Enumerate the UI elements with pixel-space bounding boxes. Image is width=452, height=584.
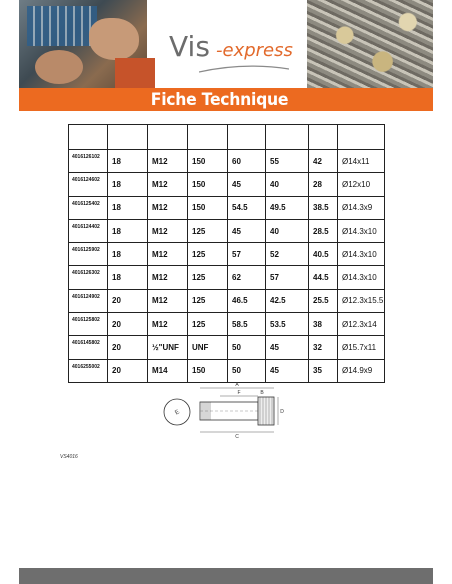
value-cell: Ø14.3x10 [338, 266, 385, 289]
value-cell: 150 [188, 150, 228, 173]
value-cell: 49.5 [266, 196, 309, 219]
page-title: Fiche Technique [150, 90, 289, 110]
table-row [69, 289, 385, 312]
value-cell: 62 [228, 266, 266, 289]
value-cell: 20 [108, 359, 148, 382]
value-cell: M14 [148, 359, 188, 382]
value-cell: Ø14x11 [338, 150, 385, 173]
dim-label-f: F [237, 390, 241, 396]
value-cell: 57 [228, 243, 266, 266]
value-cell: 125 [188, 289, 228, 312]
table-row [69, 150, 385, 173]
value-cell: 28.5 [309, 219, 338, 242]
value-cell: 125 [188, 219, 228, 242]
value-cell: UNF [188, 336, 228, 359]
table-header-row [69, 125, 385, 150]
value-cell: M12 [148, 313, 188, 336]
value-cell: 57 [266, 266, 309, 289]
table-row [69, 173, 385, 196]
value-cell: 50 [228, 359, 266, 382]
value-cell: 18 [108, 243, 148, 266]
value-cell: 20 [108, 313, 148, 336]
value-cell: 40 [266, 219, 309, 242]
value-cell: 45 [228, 219, 266, 242]
value-cell: 38 [309, 313, 338, 336]
value-cell: Ø14.3x9 [338, 196, 385, 219]
header-cell [338, 125, 385, 150]
value-cell: 45 [228, 173, 266, 196]
dim-label-c: C [235, 434, 239, 440]
logo-text-express: -express [216, 40, 293, 61]
value-cell: 150 [188, 359, 228, 382]
reference-cell: 4016145802 [69, 336, 108, 359]
vis-express-logo [169, 30, 304, 70]
value-cell: 150 [188, 196, 228, 219]
table-row [69, 359, 385, 382]
value-cell: 25.5 [309, 289, 338, 312]
value-cell: 52 [266, 243, 309, 266]
reference-cell: 4016125902 [69, 243, 108, 266]
value-cell: 18 [108, 173, 148, 196]
thread-lines [202, 402, 210, 420]
value-cell: 20 [108, 336, 148, 359]
header-cell [266, 125, 309, 150]
value-cell: 42 [309, 150, 338, 173]
value-cell: M12 [148, 266, 188, 289]
header-cell [69, 125, 108, 150]
value-cell: 150 [188, 173, 228, 196]
value-cell: M12 [148, 243, 188, 266]
reference-cell: 4016124402 [69, 219, 108, 242]
value-cell: ½"UNF [148, 336, 188, 359]
value-cell: 32 [309, 336, 338, 359]
reference-cell: 4016125802 [69, 313, 108, 336]
hands-at-work-photo [19, 0, 147, 88]
value-cell: 46.5 [228, 289, 266, 312]
header-cell [148, 125, 188, 150]
table-row [69, 336, 385, 359]
value-cell: Ø14.9x9 [338, 359, 385, 382]
table-row [69, 243, 385, 266]
logo-text-vis: Vis [169, 30, 210, 63]
value-cell: 55 [266, 150, 309, 173]
value-cell: 53.5 [266, 313, 309, 336]
bolt-shank [200, 402, 258, 420]
value-cell: Ø12.3x15.5 [338, 289, 385, 312]
value-cell: Ø12.3x14 [338, 313, 385, 336]
value-cell: Ø15.7x11 [338, 336, 385, 359]
value-cell: Ø14.3x10 [338, 243, 385, 266]
dim-label-b: B [260, 390, 264, 396]
header-cell [188, 125, 228, 150]
reference-cell: 4016126102 [69, 150, 108, 173]
value-cell: M12 [148, 196, 188, 219]
value-cell: 45 [266, 336, 309, 359]
spec-table [68, 124, 385, 383]
value-cell: 28 [309, 173, 338, 196]
header-cell [108, 125, 148, 150]
value-cell: 40 [266, 173, 309, 196]
screws-photo [307, 0, 433, 88]
reference-cell: 4016124602 [69, 173, 108, 196]
drawing-label-end: E [174, 409, 181, 417]
header-cell [309, 125, 338, 150]
value-cell: 18 [108, 266, 148, 289]
value-cell: Ø14.3x10 [338, 219, 385, 242]
value-cell: 38.5 [309, 196, 338, 219]
dim-label-a: A [235, 382, 239, 388]
value-cell: Ø12x10 [338, 173, 385, 196]
value-cell: 35 [309, 359, 338, 382]
table-row [69, 196, 385, 219]
value-cell: M12 [148, 219, 188, 242]
technical-drawing [160, 380, 295, 440]
reference-cell: 4016255002 [69, 359, 108, 382]
value-cell: 42.5 [266, 289, 309, 312]
value-cell: 50 [228, 336, 266, 359]
value-cell: 58.5 [228, 313, 266, 336]
value-cell: 44.5 [309, 266, 338, 289]
reference-cell: 4016125402 [69, 196, 108, 219]
value-cell: 18 [108, 219, 148, 242]
value-cell: 18 [108, 150, 148, 173]
value-cell: 18 [108, 196, 148, 219]
value-cell: M12 [148, 150, 188, 173]
value-cell: 40.5 [309, 243, 338, 266]
document-code: VS4016 [60, 454, 78, 460]
value-cell: M12 [148, 173, 188, 196]
value-cell: 60 [228, 150, 266, 173]
footer-bar [19, 568, 433, 584]
value-cell: 54.5 [228, 196, 266, 219]
value-cell: 125 [188, 243, 228, 266]
dim-label-d: D [280, 409, 284, 415]
table-row [69, 266, 385, 289]
header-cell [228, 125, 266, 150]
logo-swoosh-icon [199, 64, 289, 74]
table-row [69, 219, 385, 242]
reference-cell: 4016126302 [69, 266, 108, 289]
value-cell: 125 [188, 313, 228, 336]
value-cell: 45 [266, 359, 309, 382]
reference-cell: 4016124902 [69, 289, 108, 312]
value-cell: 125 [188, 266, 228, 289]
value-cell: M12 [148, 289, 188, 312]
table-row [69, 313, 385, 336]
value-cell: 20 [108, 289, 148, 312]
